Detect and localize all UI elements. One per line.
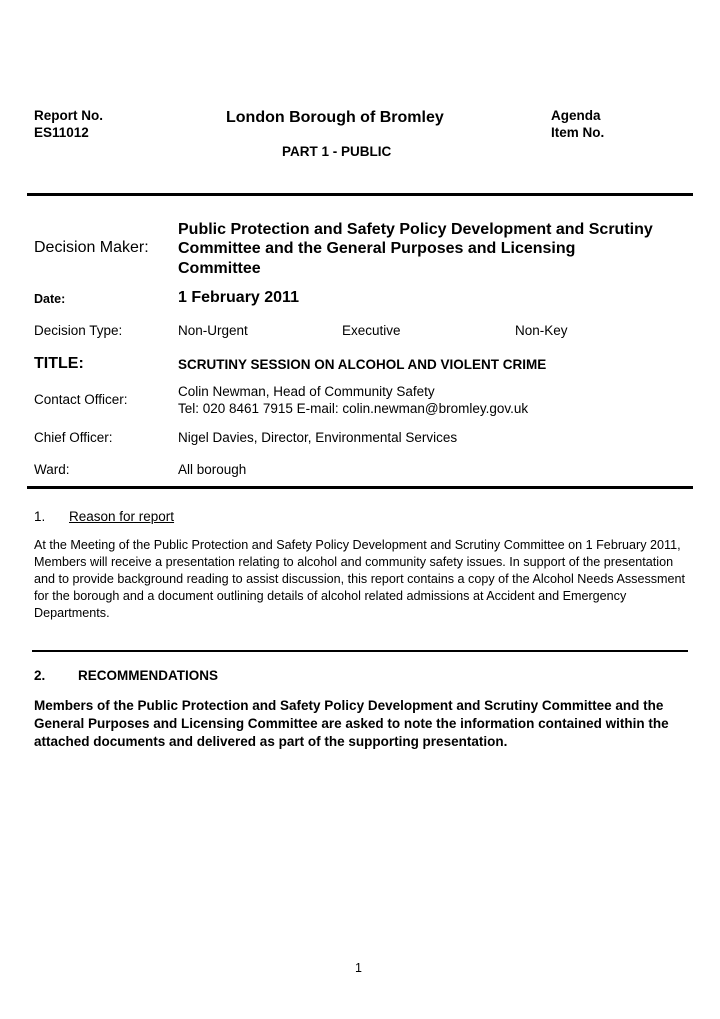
decision-type-label: Decision Type:: [34, 323, 123, 338]
decision-maker-line-3: Committee: [178, 260, 261, 277]
section-1-body: At the Meeting of the Public Protection and Safety Policy Development and Scrutiny Committee on 1 February 2011, Members will receive a presentation relating to alcohol and community safety issues. In support of the presentation and to provide background reading to assist discussion, this report contains a copy of the Alcohol Needs Assessment for the borough and a document outlining details of alcohol related admissions at Accident and Emergency Departments.: [34, 538, 686, 620]
ward-value: All borough: [178, 462, 247, 477]
top-divider: [27, 193, 693, 196]
decision-maker-label: Decision Maker:: [34, 239, 149, 256]
decision-type-key: Non-Key: [515, 323, 568, 338]
contact-officer-label: Contact Officer:: [34, 392, 128, 407]
chief-officer-label: Chief Officer:: [34, 430, 113, 445]
decision-type-urgency: Non-Urgent: [178, 323, 248, 338]
title-label: TITLE:: [34, 355, 84, 372]
agenda-label: Agenda: [551, 108, 601, 123]
date-label: Date:: [34, 292, 66, 306]
contact-officer-name: Colin Newman, Head of Community Safety: [178, 384, 435, 399]
section-2-body: Members of the Public Protection and Safety Policy Development and Scrutiny Committee and the General Purposes and Licensing Committee are asked to note the information contained within the attached documents and delivered as part of the supporting presentation.: [34, 698, 669, 749]
section-2-number: 2.: [34, 668, 46, 683]
details-bottom-divider: [27, 486, 693, 489]
report-no-label: Report No.: [34, 108, 103, 123]
part-label: PART 1 - PUBLIC: [282, 144, 392, 159]
decision-type-kind: Executive: [342, 323, 401, 338]
contact-officer-details: Tel: 020 8461 7915 E-mail: colin.newman@bromley.gov.uk: [178, 401, 529, 416]
date-value: 1 February 2011: [178, 289, 299, 306]
decision-maker-line-2: Committee and the General Purposes and Licensing: [178, 240, 576, 257]
org-title: London Borough of Bromley: [226, 109, 444, 126]
section-1-heading: Reason for report: [69, 509, 175, 524]
chief-officer-value: Nigel Davies, Director, Environmental Services: [178, 430, 458, 445]
report-no: ES11012: [34, 125, 89, 140]
ward-label: Ward:: [34, 462, 70, 477]
section-divider: [32, 650, 688, 652]
section-1-number: 1.: [34, 509, 46, 524]
decision-maker-line-1: Public Protection and Safety Policy Development and Scrutiny: [178, 221, 653, 238]
report-title: SCRUTINY SESSION ON ALCOHOL AND VIOLENT CRIME: [178, 357, 547, 372]
section-2-heading: RECOMMENDATIONS: [78, 668, 218, 683]
page-number: 1: [355, 961, 362, 975]
item-no-label: Item No.: [551, 125, 605, 140]
